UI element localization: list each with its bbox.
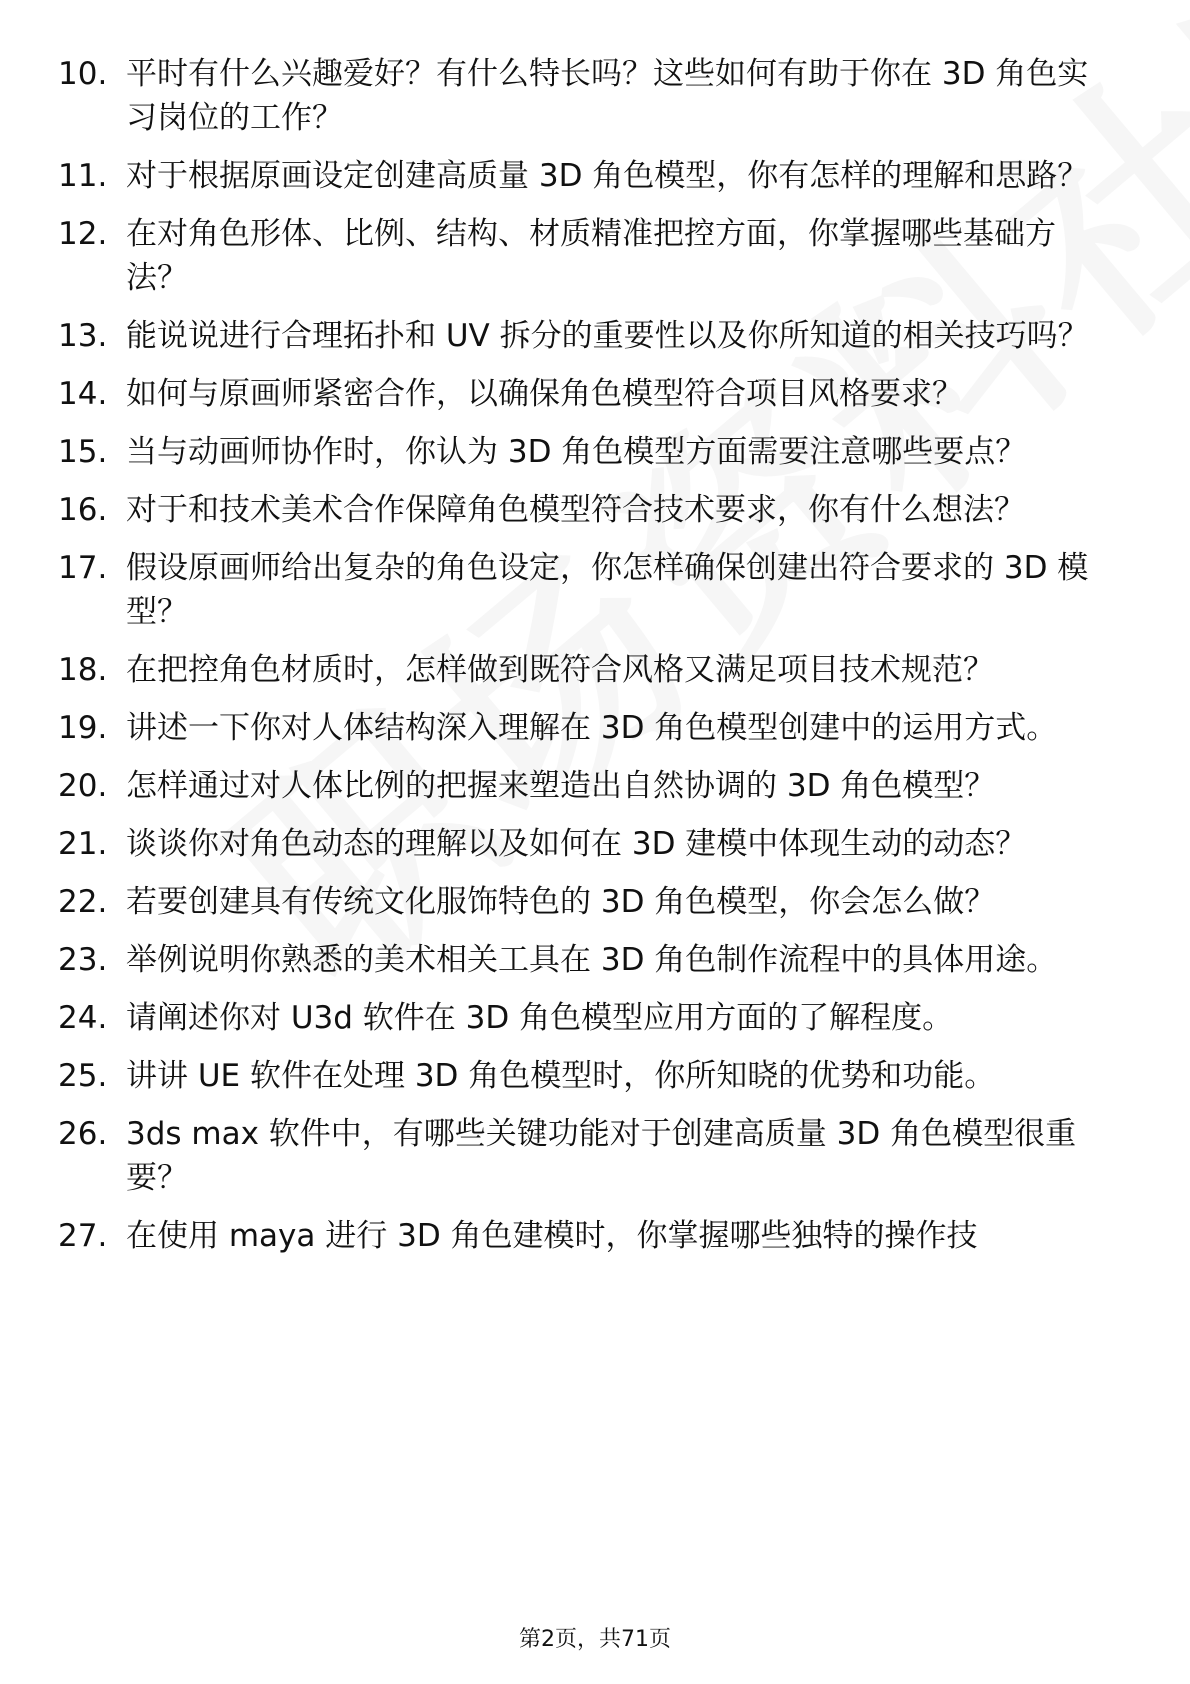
question-number: 18. (58, 652, 108, 688)
list-item (0, 52, 1190, 140)
list-item (0, 648, 1190, 692)
question-text: 能说说进行合理拓扑和 UV 拆分的重要性以及你所知道的相关技巧吗？ (126, 318, 1089, 354)
question-text: 若要创建具有传统文化服饰特色的 3D 角色模型，你会怎么做？ (126, 884, 996, 920)
question-text: 3ds max 软件中，有哪些关键功能对于创建高质量 3D 角色模型很重要？ (126, 1116, 1077, 1196)
list-item (0, 822, 1190, 866)
question-number: 13. (58, 318, 108, 354)
question-number: 26. (58, 1116, 108, 1152)
question-number: 11. (58, 158, 108, 194)
list-item (0, 212, 1190, 300)
question-list (0, 52, 1190, 1272)
question-text: 平时有什么兴趣爱好？有什么特长吗？这些如何有助于你在 3D 角色实习岗位的工作？ (126, 56, 1089, 136)
question-number: 21. (58, 826, 108, 862)
question-number: 24. (58, 1000, 108, 1036)
list-item (0, 1054, 1190, 1098)
question-text: 在把控角色材质时，怎样做到既符合风格又满足项目技术规范？ (126, 652, 994, 688)
question-text: 假设原画师给出复杂的角色设定，你怎样确保创建出符合要求的 3D 模型？ (126, 550, 1089, 630)
question-number: 14. (58, 376, 108, 412)
question-text: 怎样通过对人体比例的把握来塑造出自然协调的 3D 角色模型？ (126, 768, 996, 804)
list-item (0, 314, 1190, 358)
list-item (0, 546, 1190, 634)
question-number: 22. (58, 884, 108, 920)
question-text: 举例说明你熟悉的美术相关工具在 3D 角色制作流程中的具体用途。 (126, 942, 1058, 978)
question-text: 对于根据原画设定创建高质量 3D 角色模型，你有怎样的理解和思路？ (126, 158, 1089, 194)
question-text: 在对角色形体、比例、结构、材质精准把控方面，你掌握哪些基础方法？ (126, 216, 1056, 296)
list-item (0, 430, 1190, 474)
question-text: 对于和技术美术合作保障角色模型符合技术要求，你有什么想法？ (126, 492, 1025, 528)
list-item (0, 1214, 1190, 1258)
list-item (0, 154, 1190, 198)
question-number: 16. (58, 492, 108, 528)
question-text: 谈谈你对角色动态的理解以及如何在 3D 建模中体现生动的动态？ (126, 826, 1027, 862)
list-item (0, 488, 1190, 532)
list-item (0, 880, 1190, 924)
question-text: 讲讲 UE 软件在处理 3D 角色模型时，你所知晓的优势和功能。 (126, 1058, 996, 1094)
question-text: 当与动画师协作时，你认为 3D 角色模型方面需要注意哪些要点？ (126, 434, 1027, 470)
list-item (0, 372, 1190, 416)
list-item (0, 764, 1190, 808)
question-text: 如何与原画师紧密合作，以确保角色模型符合项目风格要求？ (126, 376, 963, 412)
question-number: 10. (58, 56, 108, 92)
question-text: 请阐述你对 U3d 软件在 3D 角色模型应用方面的了解程度。 (126, 1000, 954, 1036)
list-item (0, 996, 1190, 1040)
page-number-footer: 第2页，共71页 (519, 1627, 671, 1652)
list-item (0, 938, 1190, 982)
question-text: 在使用 maya 进行 3D 角色建模时，你掌握哪些独特的操作技 (126, 1218, 978, 1254)
question-number: 23. (58, 942, 108, 978)
question-number: 27. (58, 1218, 108, 1254)
question-number: 19. (58, 710, 108, 746)
list-item (0, 706, 1190, 750)
question-number: 17. (58, 550, 108, 586)
question-number: 15. (58, 434, 108, 470)
list-item (0, 1112, 1190, 1200)
question-number: 20. (58, 768, 108, 804)
question-number: 25. (58, 1058, 108, 1094)
question-text: 讲述一下你对人体结构深入理解在 3D 角色模型创建中的运用方式。 (126, 710, 1058, 746)
question-number: 12. (58, 216, 108, 252)
